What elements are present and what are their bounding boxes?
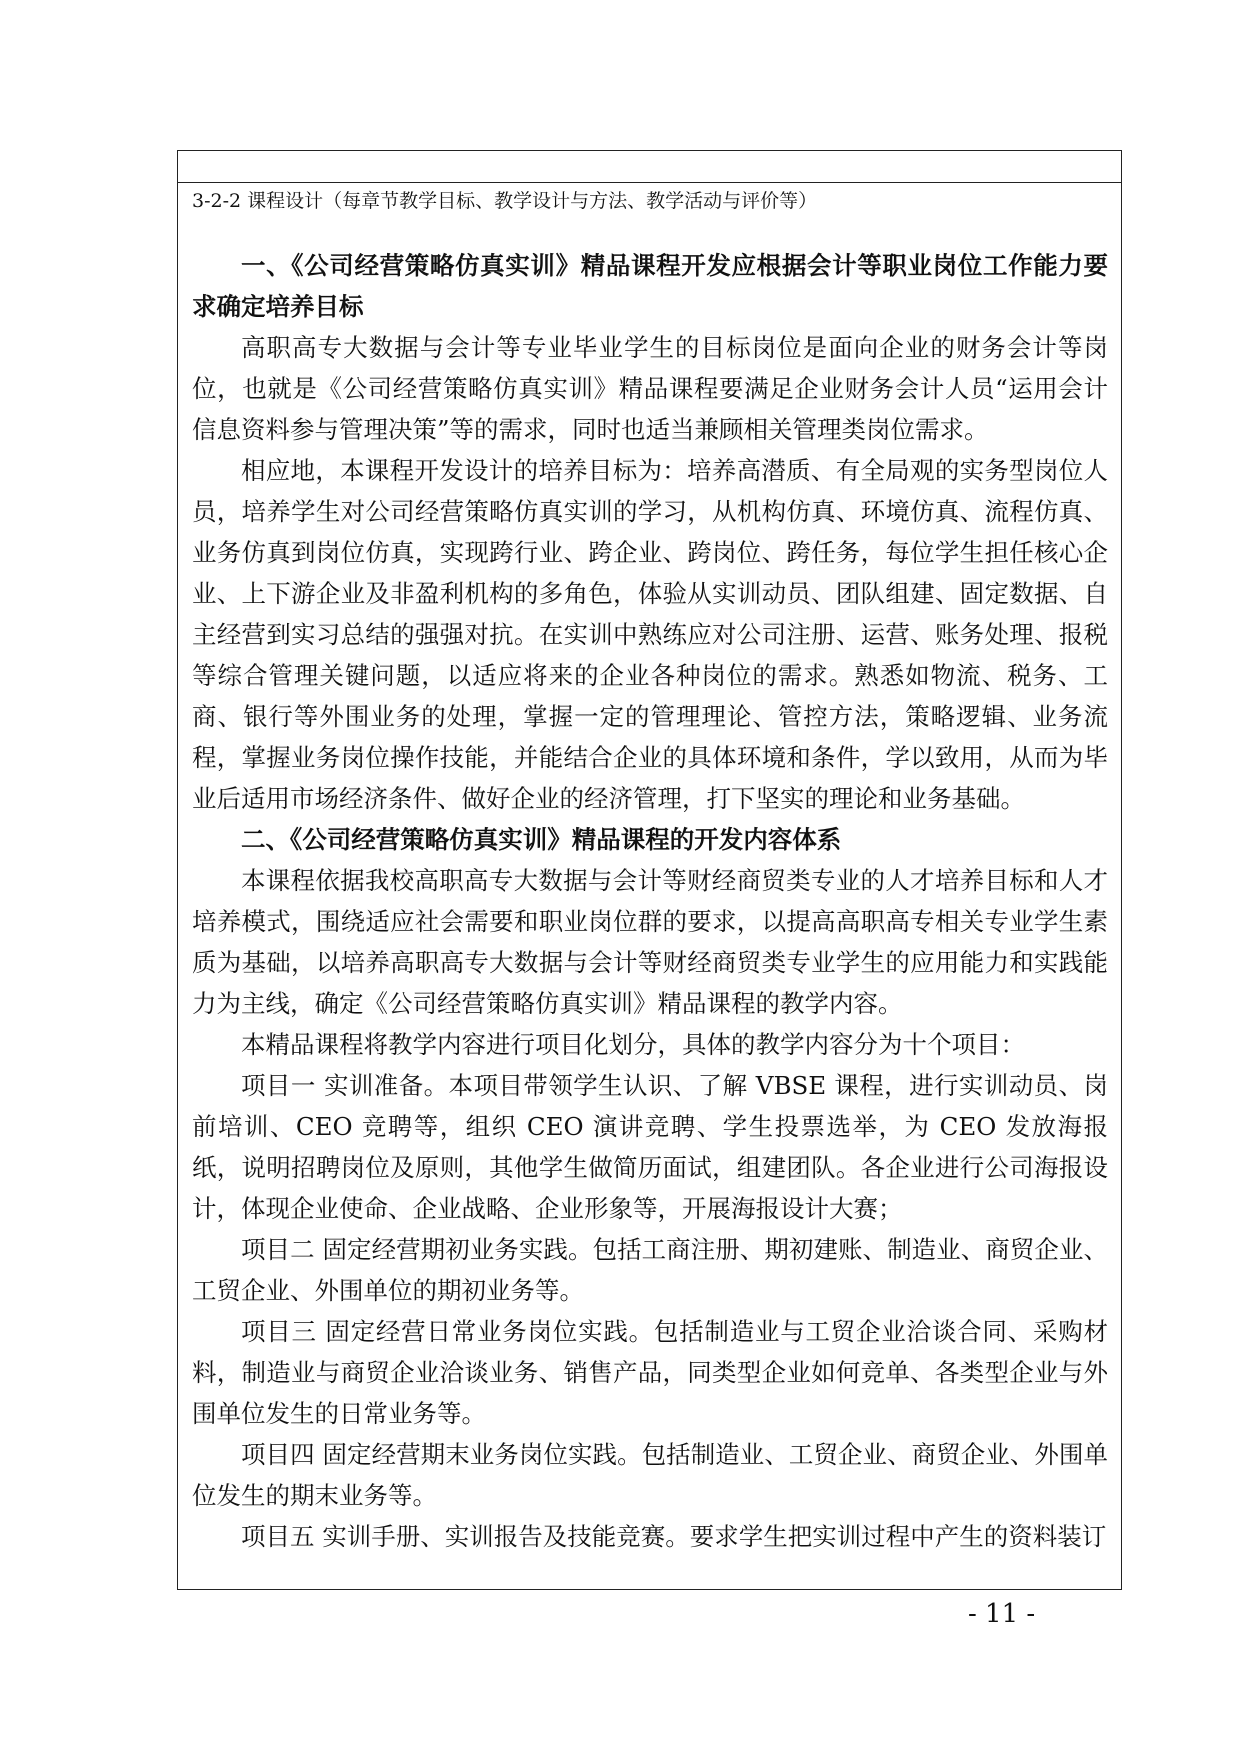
paragraph: 项目四 固定经营期末业务岗位实践。包括制造业、工贸企业、商贸企业、外围单位发生的期末业务等。 [192,1440,1108,1510]
paragraph: 项目二 固定经营期初业务实践。包括工商注册、期初建账、制造业、商贸企业、工贸企业、外围单位的期初业务等。 [192,1235,1108,1305]
paragraph: 项目三 固定经营日常业务岗位实践。包括制造业与工贸企业洽谈合同、采购材料，制造业与商贸企业洽谈业务、销售产品，同类型企业如何竞单、各类型企业与外围单位发生的日常业务等。 [192,1317,1108,1428]
paragraph: 相应地，本课程开发设计的培养目标为：培养高潜质、有全局观的实务型岗位人员，培养学生对公司经营策略仿真实训的学习，从机构仿真、环境仿真、流程仿真、业务仿真到岗位仿真，实现跨行业、跨企业、跨岗位、跨任务，每位学生担任核心企业、上下游企业及非盈利机构的多角色，体验从实训动员、团队组建、固定数据、自主经营到实习总结的强强对抗。在实训中熟练应对公司注册、运营、账务处理、报税等综合管理关键问题，以适应将来的企业各种岗位的需求。熟悉如物流、税务、工商、银行等外围业务的处理，掌握一定的管理理论、管控方法，策略逻辑、业务流程，掌握业务岗位操作技能，并能结合企业的具体环境和条件，学以致用，从而为毕业后适用市场经济条件、做好企业的经济管理，打下坚实的理论和业务基础。 [192,456,1108,813]
page-number: - 11 - [968,1599,1036,1629]
paragraph: 项目一 实训准备。本项目带领学生认识、了解 VBSE 课程，进行实训动员、岗前培训、CEO 竞聘等，组织 CEO 演讲竞聘、学生投票选举，为 CEO 发放海报纸，说明招聘岗位及原则，其他学生做简历面试，组建团队。各企业进行公司海报设计，体现企业使命、企业战略、企业形象等，开展海报设计大赛； [192,1071,1108,1223]
body-text [192,245,1108,1557]
course-design-table [177,150,1122,1590]
section-heading: 3-2-2 课程设计（每章节教学目标、教学设计与方法、教学活动与评价等） [192,190,818,212]
section-title: 一、《公司经营策略仿真实训》精品课程开发应根据会计等职业岗位工作能力要求确定培养目标 [192,251,1108,321]
section-title: 二、《公司经营策略仿真实训》精品课程的开发内容体系 [241,825,842,854]
table-header-row [178,151,1121,183]
course-design-cell [178,187,1121,1557]
paragraph: 项目五 实训手册、实训报告及技能竞赛。要求学生把实训过程中产生的资料装订 [241,1522,1107,1551]
paragraph: 高职高专大数据与会计等专业毕业学生的目标岗位是面向企业的财务会计等岗位，也就是《公司经营策略仿真实训》精品课程要满足企业财务会计人员“运用会计信息资料参与管理决策”等的需求，同时也适当兼顾相关管理类岗位需求。 [192,333,1108,444]
paragraph: 本课程依据我校高职高专大数据与会计等财经商贸类专业的人才培养目标和人才培养模式，围绕适应社会需要和职业岗位群的要求，以提高高职高专相关专业学生素质为基础，以培养高职高专大数据与会计等财经商贸类专业学生的应用能力和实践能力为主线，确定《公司经营策略仿真实训》精品课程的教学内容。 [192,866,1108,1018]
paragraph: 本精品课程将教学内容进行项目化划分，具体的教学内容分为十个项目： [241,1030,1025,1059]
